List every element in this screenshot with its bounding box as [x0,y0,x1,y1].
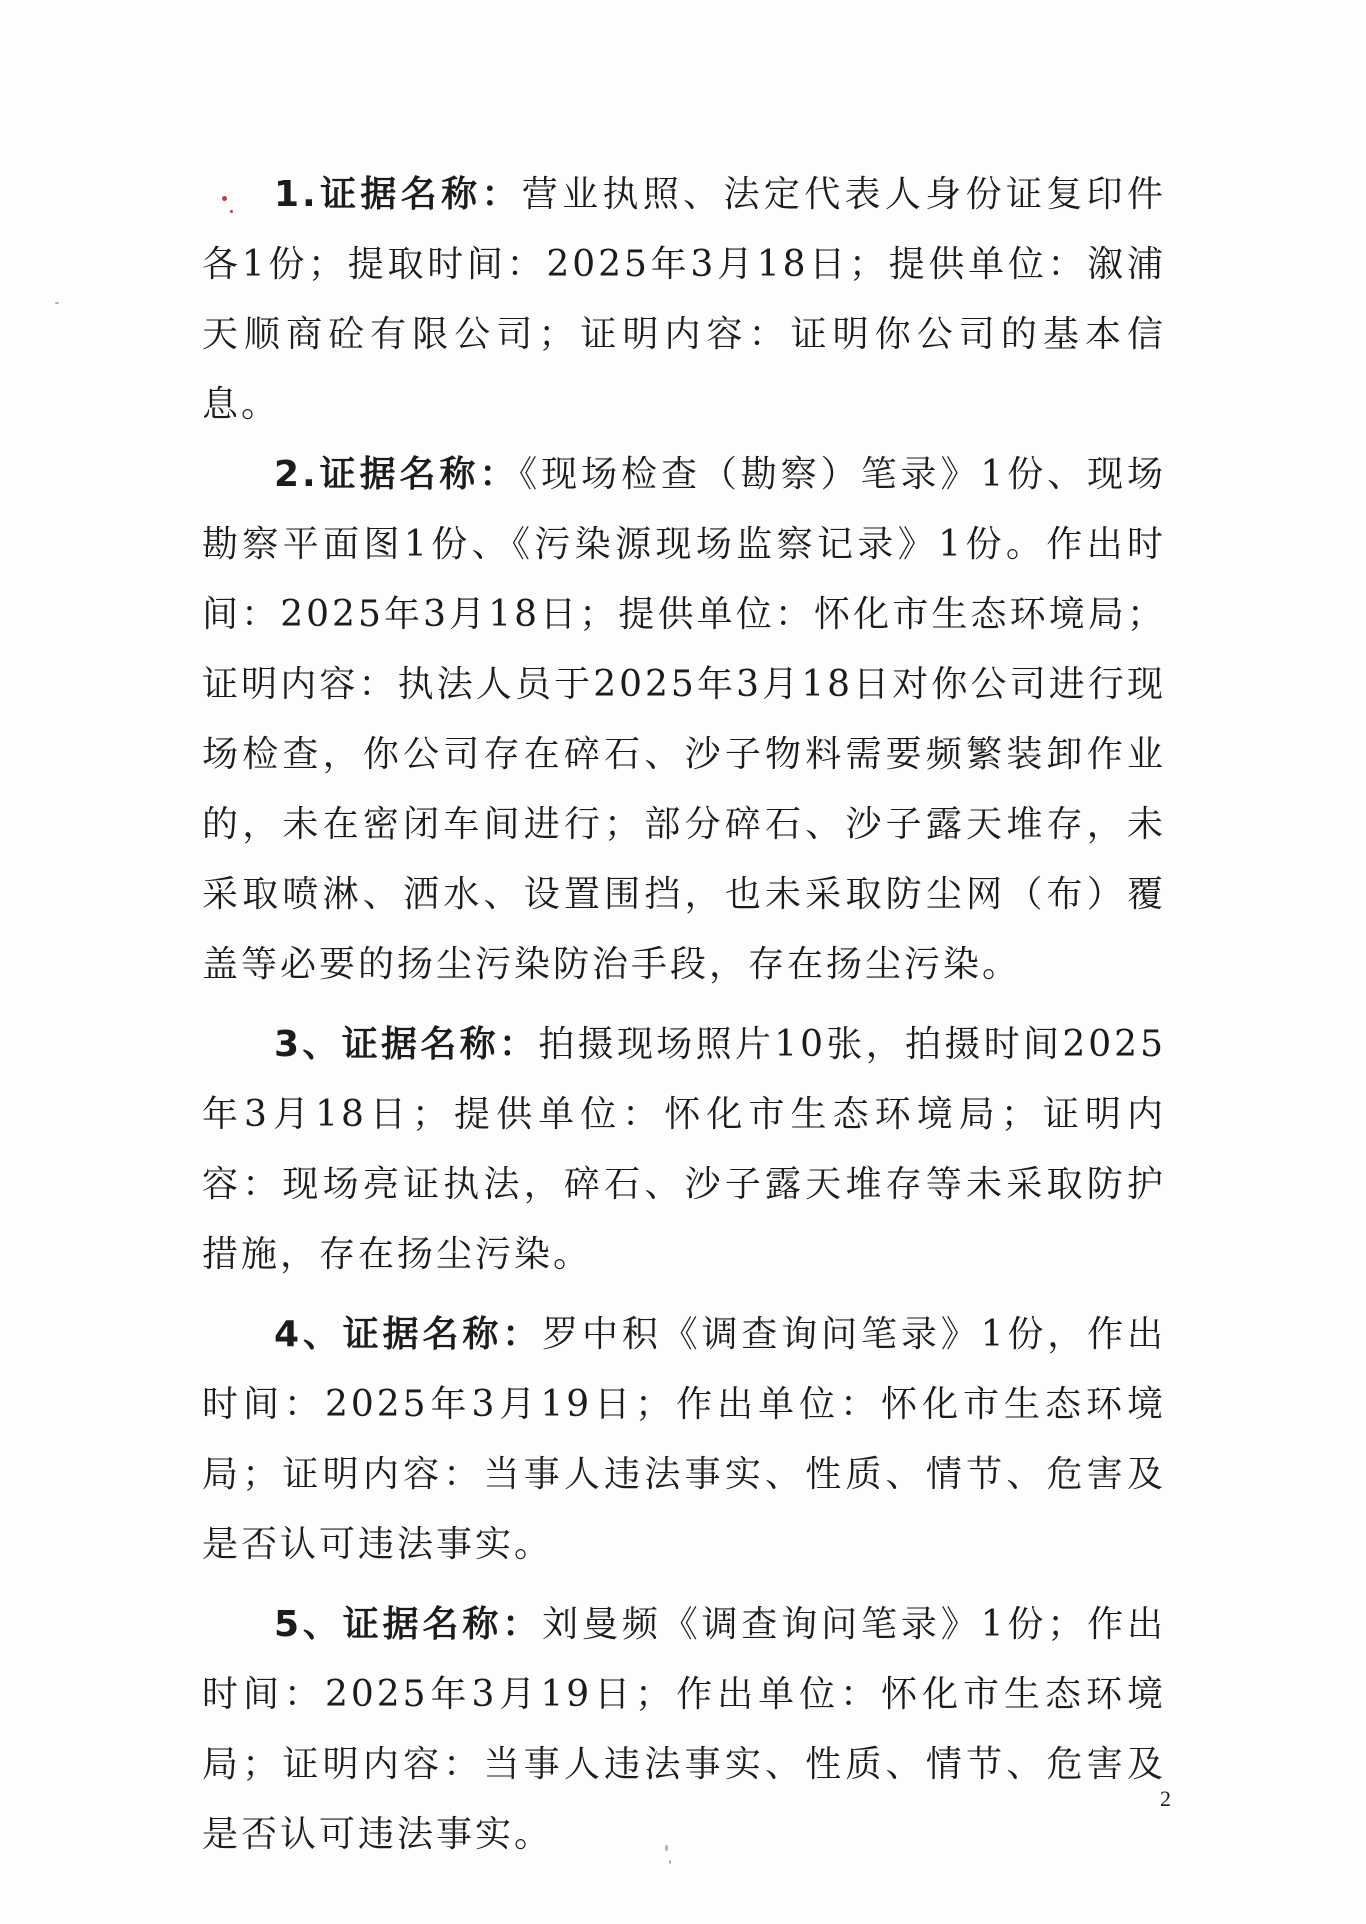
evidence-text: 刘曼频《调查询问笔录》1份；作出时间：2025年3月19日；作出单位：怀化市生态环境局；证明内容：当事人违法事实、性质、情节、危害及是否认可违法事实。 [202,1604,1166,1855]
evidence-text: 罗中积《调查询问笔录》1份，作出时间：2025年3月19日；作出单位：怀化市生态环境局；证明内容：当事人违法事实、性质、情节、危害及是否认可违法事实。 [202,1314,1166,1565]
evidence-item-4 [202,1300,1166,1580]
evidence-item-2 [202,440,1166,1000]
evidence-label: 4、证据名称： [274,1314,543,1355]
evidence-item-1 [202,160,1166,440]
evidence-list [202,160,1166,1870]
evidence-label: 2.证据名称： [274,454,520,495]
evidence-text: 营业执照、法定代表人身份证复印件各1份；提取时间：2025年3月18日；提供单位：溆浦天顺商砼有限公司；证明内容：证明你公司的基本信息。 [202,174,1166,425]
evidence-label: 5、证据名称： [274,1604,543,1645]
evidence-item-3 [202,1010,1166,1290]
evidence-item-5 [202,1590,1166,1870]
page-number: 2 [1160,1786,1171,1811]
evidence-text: 拍摄现场照片10张，拍摄时间2025年3月18日；提供单位：怀化市生态环境局；证明内容：现场亮证执法，碎石、沙子露天堆存等未采取防护措施，存在扬尘污染。 [202,1024,1166,1275]
evidence-label: 1.证据名称： [274,174,522,215]
evidence-text: 《现场检查（勘察）笔录》1份、现场勘察平面图1份、《污染源现场监察记录》1份。作出时间：2025年3月18日；提供单位：怀化市生态环境局；证明内容：执法人员于2025年3月18日对你公司进行现场检查，你公司存在碎石、沙子物料需要频繁装卸作业的，未在密闭车间进行；部分碎石、沙子露天堆存，未采取喷淋、洒水、设置围挡，也未采取防尘网（布）覆盖等必要的扬尘污染防治手段，存在扬尘污染。 [202,454,1166,985]
scan-speck [55,302,59,304]
evidence-label: 3、证据名称： [274,1024,539,1065]
